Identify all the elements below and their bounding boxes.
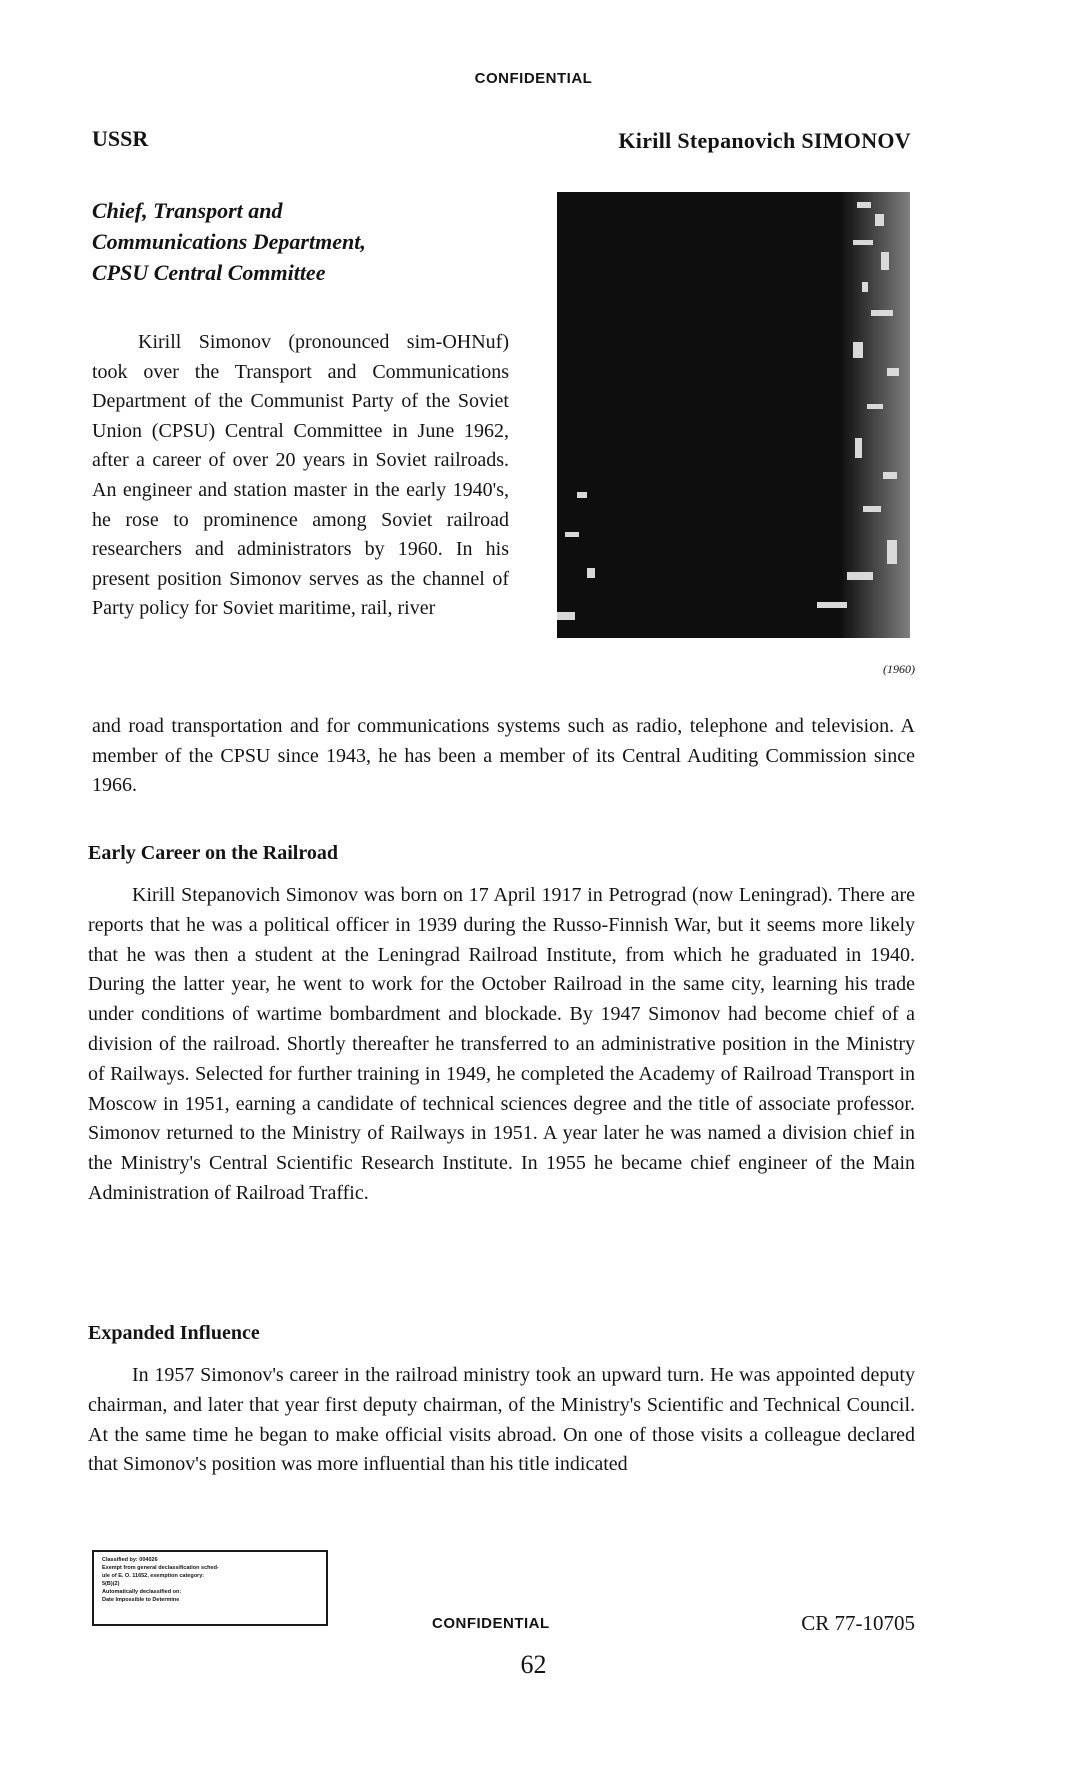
page-number: 62	[520, 1650, 547, 1679]
stamp-line: Automatically declassified on:	[102, 1589, 182, 1595]
stamp-line: Exempt from general declassification sched-	[102, 1565, 219, 1571]
stamp-line: Date Impossible to Determine	[102, 1597, 180, 1603]
intro-paragraph-continued: and road transportation and for communications systems such as radio, telephone and television. A member of the CPSU since 1943, he has been a member of its Central Auditing Commission since 1966.	[92, 715, 915, 797]
stamp-line: 5(B)(2)	[102, 1581, 120, 1587]
section-heading-early-career: Early Career on the Railroad	[88, 842, 338, 864]
control-number: CR 77-10705	[801, 1611, 915, 1635]
section-heading-expanded-influence: Expanded Influence	[88, 1322, 260, 1344]
section-paragraph-early-career: Kirill Stepanovich Simonov was born on 17 April 1917 in Petrograd (now Leningrad). There are reports that he was a political officer in 1939 during the Russo-Finnish War, but it seems more likely that he was then a student at the Leningrad Railroad Institute, from which he graduated in 1940. During the latter year, he went to work for the October Railroad in the same city, learning his trade under conditions of wartime bombardment and blockade. By 1947 Simonov had become chief of a division of the railroad. Shortly thereafter he transferred to an administrative position in the Ministry of Railways. Selected for further training in 1949, he completed the Academy of Railroad Transport in Moscow in 1951, earning a candidate of technical sciences degree and the title of associate professor. Simonov returned to the Ministry of Railways in 1951. A year later he was named a division chief in the Ministry's Central Scientific Research Institute. In 1955 he became chief engineer of the Main Administration of Railroad Traffic.	[88, 884, 915, 1204]
section-paragraph-expanded-influence: In 1957 Simonov's career in the railroad ministry took an upward turn. He was appointed deputy chairman, and later that year first deputy chairman, of the Ministry's Scientific and Technical Council. At the same time he began to make official visits abroad. On one of those visits a colleague declared that Simonov's position was more influential than his title indicated	[88, 1364, 915, 1476]
classification-marking-top: CONFIDENTIAL	[474, 70, 593, 87]
country-label: USSR	[92, 126, 149, 151]
position-title-line: Chief, Transport and	[92, 198, 283, 223]
position-title-line: CPSU Central Committee	[92, 260, 326, 285]
subject-name: Kirill Stepanovich SIMONOV	[618, 128, 911, 153]
classification-stamp	[92, 1550, 328, 1626]
portrait-photo-icon	[557, 192, 910, 638]
stamp-line: Classified by: 004026	[102, 1557, 158, 1563]
position-title-line: Communications Department,	[92, 229, 366, 254]
classification-marking-bottom: CONFIDENTIAL	[432, 1615, 550, 1632]
position-title	[92, 195, 512, 288]
intro-paragraph: Kirill Simonov (pronounced sim-OHNuf) took over the Transport and Communications Department of the Communist Party of the Soviet Union (CPSU) Central Committee in June 1962, after a career of over 20 years in Soviet railroads. An engineer and station master in the early 1940's, he rose to prominence among Soviet railroad researchers and administrators by 1960. In his present position Simonov serves as the channel of Party policy for Soviet maritime, rail, river	[92, 331, 509, 620]
photo-year-caption: (1960)	[883, 662, 915, 676]
stamp-line: ule of E. O. 11652, exemption category:	[102, 1573, 205, 1579]
